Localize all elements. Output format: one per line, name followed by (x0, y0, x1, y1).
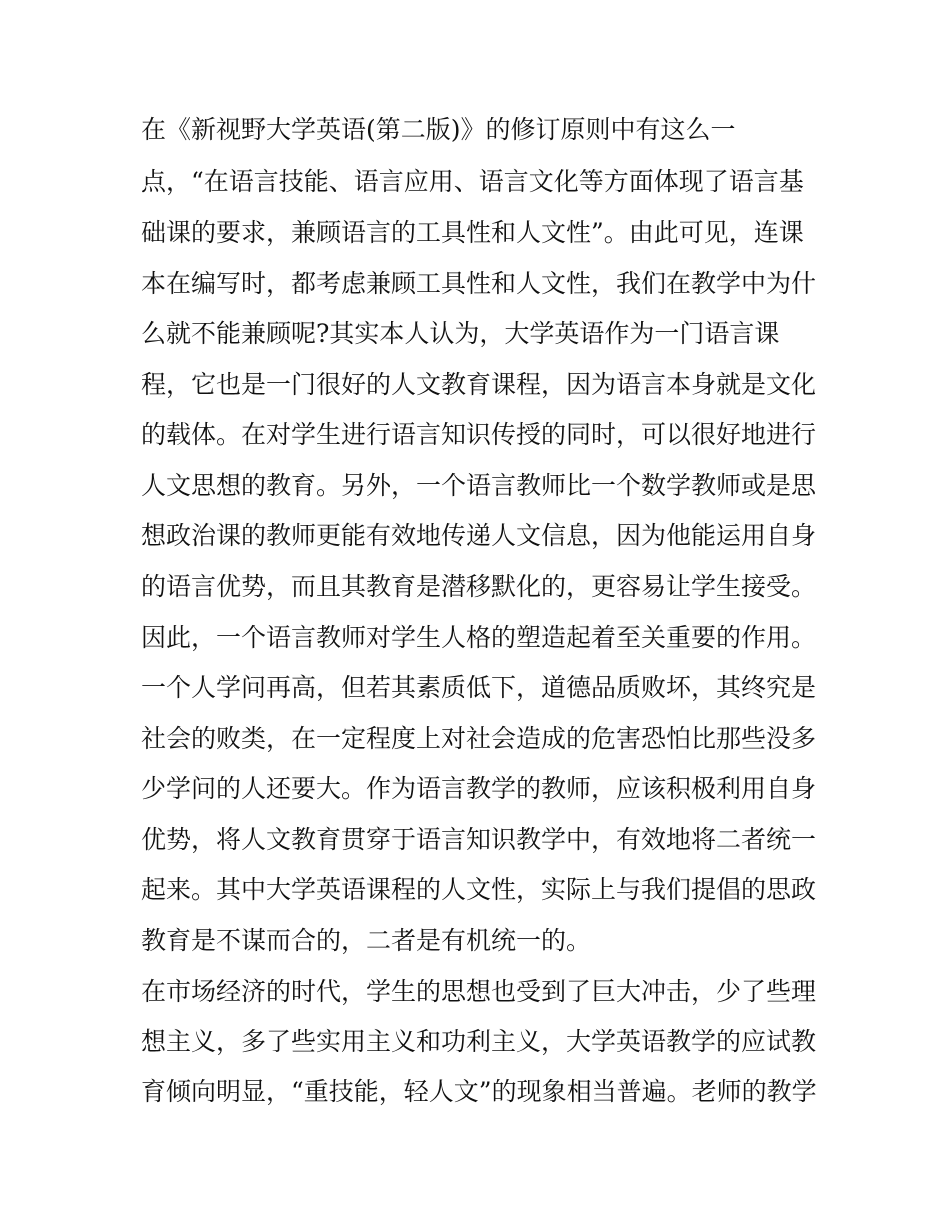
text-line: 点，“在语言技能、语言应用、语言文化等方面体现了语言基 (141, 167, 804, 196)
text-line: 少学问的人还要大。作为语言教学的教师，应该积极利用自身 (141, 774, 817, 803)
text-line: 人文思想的教育。另外，一个语言教师比一个数学教师或是思 (141, 471, 817, 500)
text-line: 社会的败类，在一定程度上对社会造成的危害恐怕比那些没多 (141, 724, 817, 753)
text-line: 育倾向明显，“重技能，轻人文”的现象相当普遍。老师的教学 (141, 1077, 817, 1106)
text-line: 起来。其中大学英语课程的人文性，实际上与我们提倡的思政 (141, 875, 817, 904)
text-line: 的语言优势，而且其教育是潜移默化的，更容易让学生接受。 (141, 572, 817, 601)
text-line: 程，它也是一门很好的人文教育课程，因为语言本身就是文化 (141, 370, 817, 399)
text-line: 优势，将人文教育贯穿于语言知识教学中，有效地将二者统一 (141, 825, 817, 854)
text-line: 么就不能兼顾呢?其实本人认为，大学英语作为一门语言课 (141, 319, 780, 348)
text-line: 在市场经济的时代，学生的思想也受到了巨大冲击，少了些理 (141, 977, 817, 1006)
text-line: 本在编写时，都考虑兼顾工具性和人文性，我们在教学中为什 (141, 269, 817, 298)
text-line: 因此，一个语言教师对学生人格的塑造起着至关重要的作用。 (141, 623, 817, 652)
text-line: 一个人学问再高，但若其素质低下，道德品质败坏，其终究是 (141, 673, 817, 702)
text-line: 想主义，多了些实用主义和功利主义，大学英语教学的应试教 (141, 1027, 817, 1056)
text-line: 想政治课的教师更能有效地传递人文信息，因为他能运用自身 (141, 521, 817, 550)
text-line: 教育是不谋而合的，二者是有机统一的。 (141, 926, 592, 955)
text-line: 础课的要求，兼顾语言的工具性和人文性”。由此可见，连课 (141, 218, 804, 247)
text-line: 在《新视野大学英语(第二版)》的修订原则中有这么一 (141, 115, 736, 144)
text-line: 的载体。在对学生进行语言知识传授的同时，可以很好地进行 (141, 420, 817, 449)
